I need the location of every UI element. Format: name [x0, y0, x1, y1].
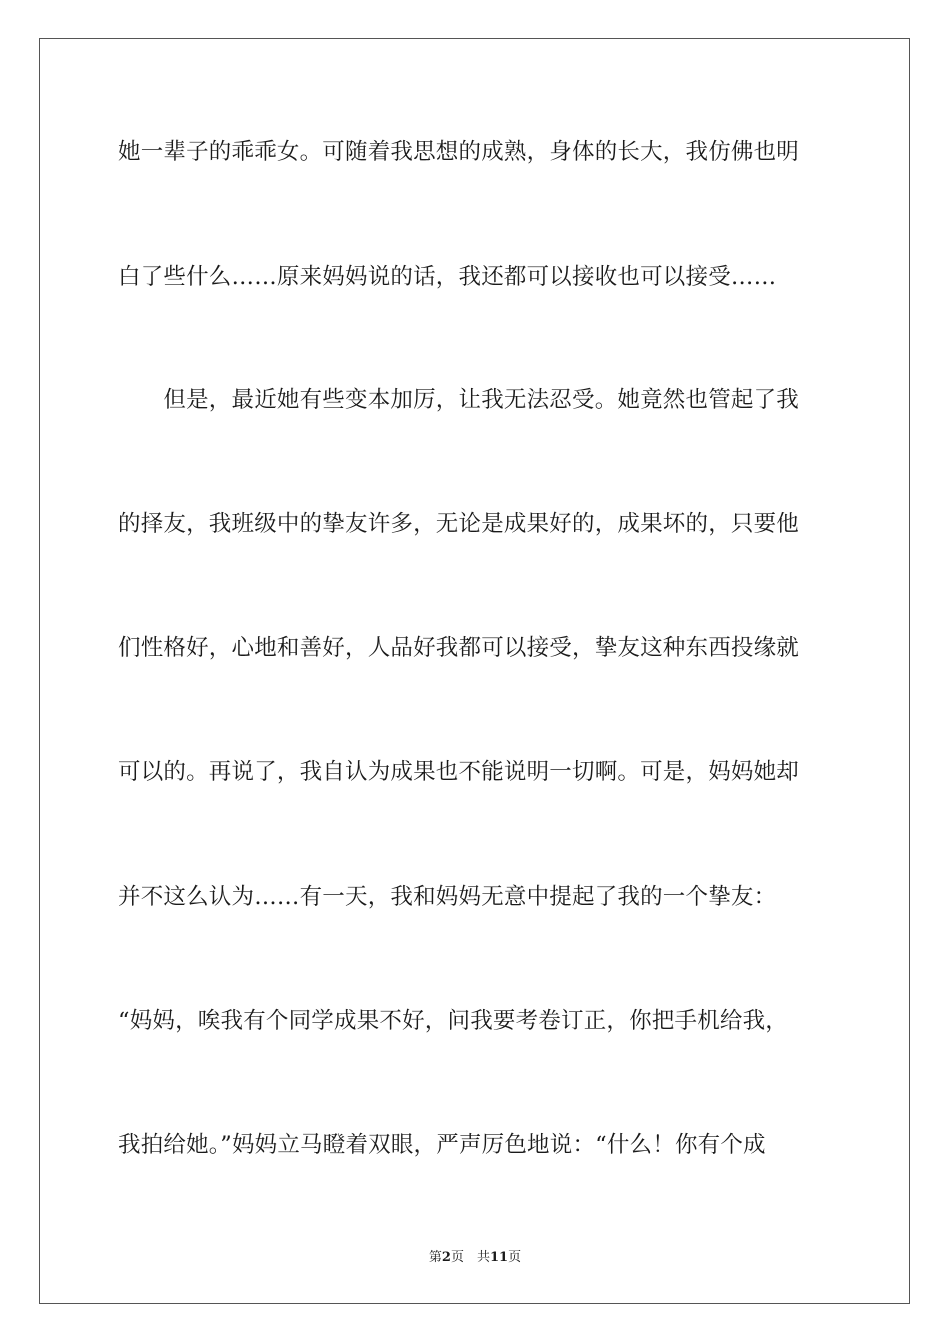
footer-page-suffix: 页: [508, 1250, 522, 1265]
footer-page-total: 11: [489, 1250, 509, 1265]
body-line-3: 但是，最近她有些变本加厉，让我无法忍受。她竟然也管起了我: [118, 387, 800, 413]
footer-page-current: 2: [441, 1250, 451, 1265]
page-footer: [0, 1250, 950, 1266]
body-line-7: 并不这么认为……有一天，我和妈妈无意中提起了我的一个挚友：: [118, 884, 777, 910]
body-line-2: 白了些什么……原来妈妈说的话，我还都可以接收也可以接受……: [118, 264, 777, 290]
footer-page-prefix: 第: [428, 1250, 442, 1265]
page-border: [39, 38, 910, 1304]
body-line-9: 我拍给她。”妈妈立马瞪着双眼，严声厉色地说：“什么！你有个成: [118, 1132, 766, 1158]
body-line-5: 们性格好，心地和善好，人品好我都可以接受，挚友这种东西投缘就: [118, 635, 800, 661]
footer-page-mid: 页 共: [450, 1250, 490, 1265]
body-line-1: 她一辈子的乖乖女。可随着我思想的成熟，身体的长大，我仿佛也明: [118, 139, 800, 165]
body-line-8: “妈妈，唉我有个同学成果不好，问我要考卷订正，你把手机给我，: [118, 1008, 789, 1034]
body-line-6: 可以的。再说了，我自认为成果也不能说明一切啊。可是，妈妈她却: [118, 759, 800, 785]
body-line-4: 的择友，我班级中的挚友许多，无论是成果好的，成果坏的，只要他: [118, 511, 800, 537]
